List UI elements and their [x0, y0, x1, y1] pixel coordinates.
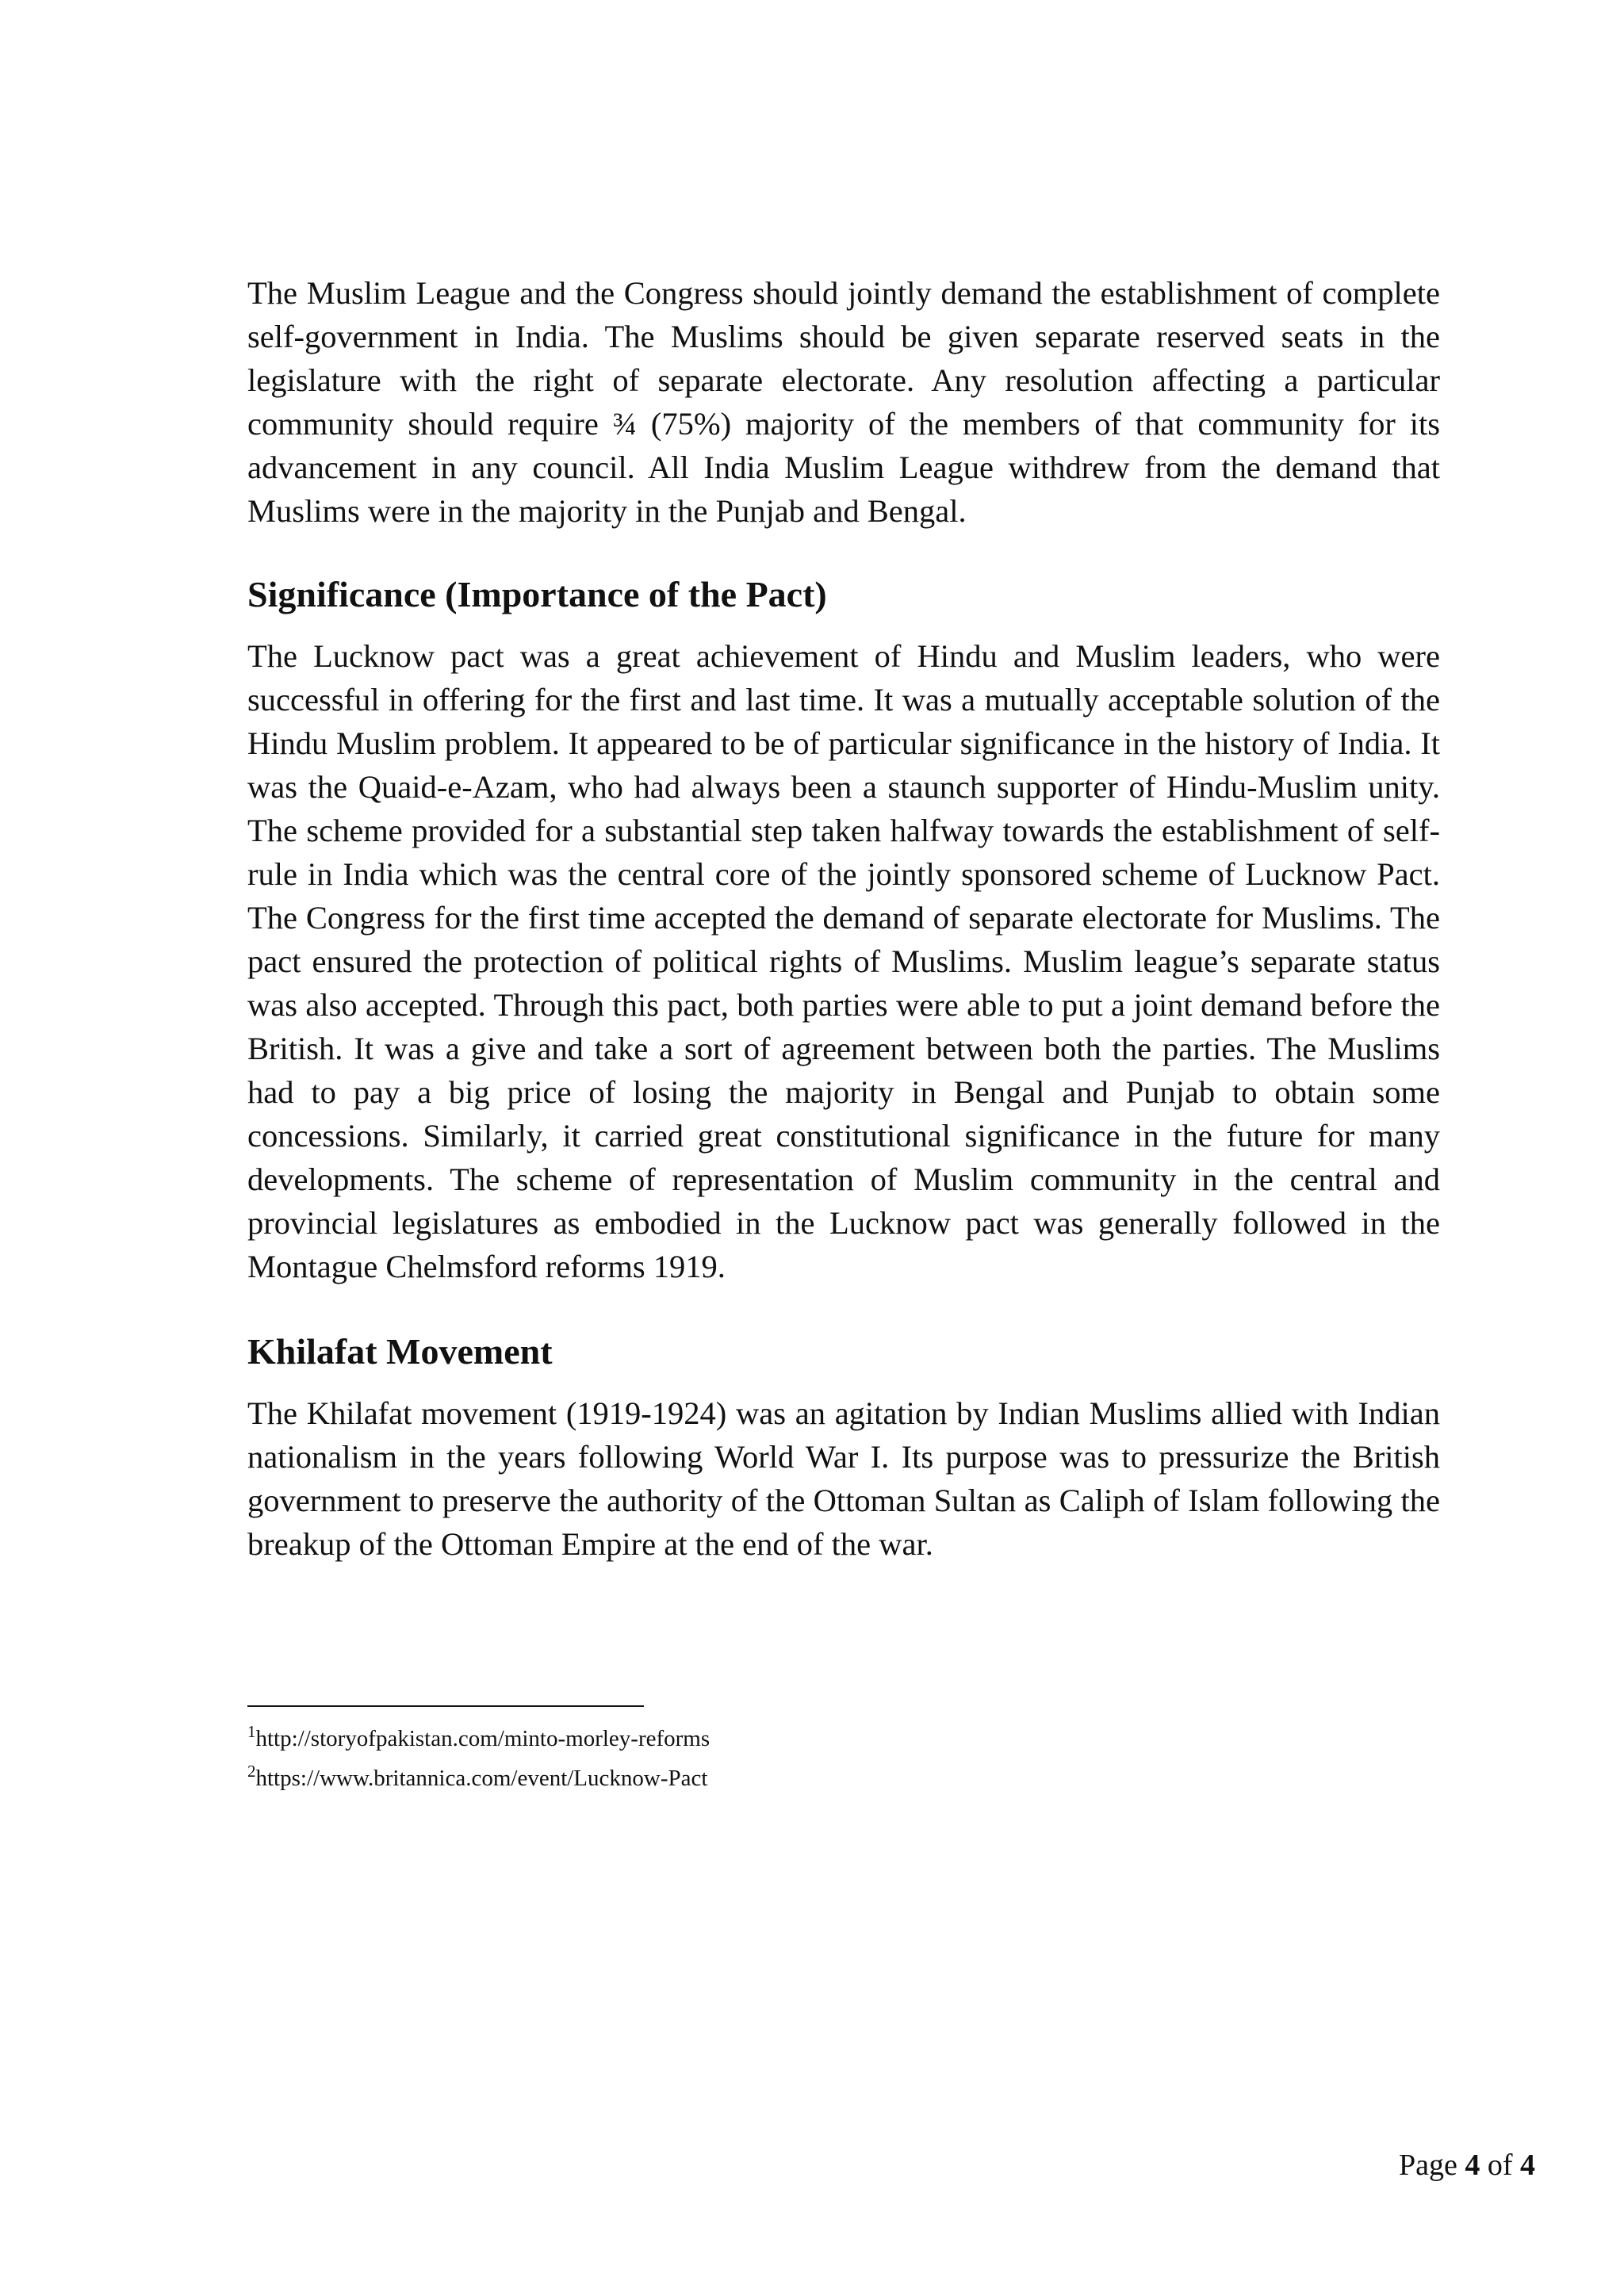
- footnote-link[interactable]: https://www.britannica.com/event/Lucknow-Pact: [255, 1766, 708, 1791]
- footnote-marker: 1: [247, 1722, 256, 1741]
- page-number-separator: of: [1480, 2149, 1520, 2182]
- page-number: [1399, 2145, 1535, 2185]
- page-number-total: 4: [1520, 2149, 1535, 2182]
- heading-khilafat-movement: Khilafat Movement: [247, 1331, 553, 1372]
- page-number-prefix: Page: [1398, 2149, 1465, 2182]
- footnote-separator: [247, 1705, 644, 1707]
- heading-significance: Significance (Importance of the Pact): [247, 574, 827, 614]
- footnote-2: [247, 1758, 1440, 1798]
- footnote-link[interactable]: http://storyofpakistan.com/minto-morley-reforms: [255, 1726, 710, 1751]
- footnote-1: [247, 1719, 1440, 1758]
- paragraph-khilafat: The Khilafat movement (1919-1924) was an agitation by Indian Muslims allied with Indian nationalism in the years following World War I. Its purpose was to pressurize the British government to preserve the authority of the Ottoman Sultan as Caliph of Islam following the breakup of the Ottoman Empire at the end of the war.: [247, 1395, 1440, 1562]
- footnote-marker: 2: [247, 1762, 256, 1781]
- page-number-current: 4: [1465, 2149, 1480, 2182]
- footnotes: [247, 1719, 1440, 1798]
- paragraph-lucknow-demands: The Muslim League and the Congress should jointly demand the establishment of complete self-government in India. The Muslims should be given separate reserved seats in the legislature with the right of separate electorate. Any resolution affecting a particular community should require ¾ (75%) majority of the members of that community for its advancement in any council. All India Muslim League withdrew from the demand that Muslims were in the majority in the Punjab and Bengal.: [247, 275, 1440, 529]
- body-content: [247, 271, 1440, 1566]
- paragraph-significance: The Lucknow pact was a great achievement of Hindu and Muslim leaders, who were successful in offering for the first and last time. It was a mutually acceptable solution of the Hindu Muslim problem. It appeared to be of particular significance in the history of India. It was the Quaid-e-Azam, who had always been a staunch supporter of Hindu-Muslim unity. The scheme provided for a substantial step taken halfway towards the establishment of self-rule in India which was the central core of the jointly sponsored scheme of Lucknow Pact. The Congress for the first time accepted the demand of separate electorate for Muslims. The pact ensured the protection of political rights of Muslims. Muslim league’s separate status was also accepted. Through this pact, both parties were able to put a joint demand before the British. It was a give and take a sort of agreement between both the parties. The Muslims had to pay a big price of losing the majority in Bengal and Punjab to obtain some concessions. Similarly, it carried great constitutional significance in the future for many developments. The scheme of representation of Muslim community in the central and provincial legislatures as embodied in the Lucknow pact was generally followed in the Montague Chelmsford reforms 1919.: [247, 638, 1440, 1284]
